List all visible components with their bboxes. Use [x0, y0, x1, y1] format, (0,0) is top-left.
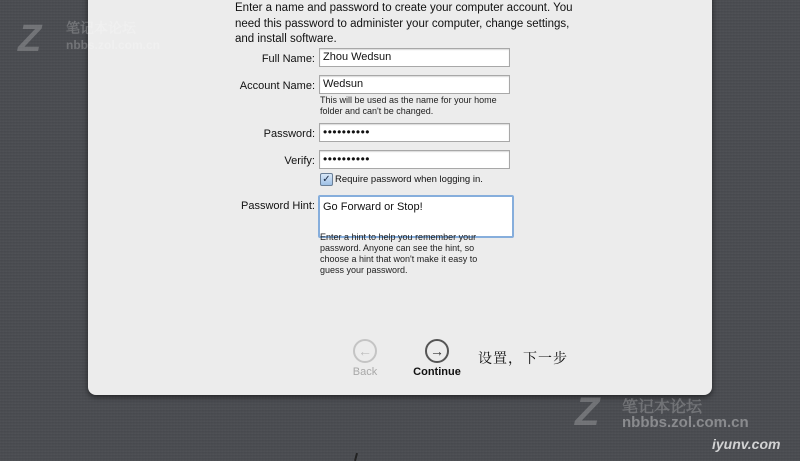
watermark-logo-bottom: Z [575, 390, 600, 434]
password-field[interactable]: •••••••••• [319, 123, 510, 142]
account-name-field[interactable]: Wedsun [319, 75, 510, 94]
intro-text: Enter a name and password to create your computer account. You need this password to administer your computer, change settings, and install software. [235, 2, 573, 45]
account-name-label: Account Name: [239, 80, 315, 92]
mouse-cursor [354, 453, 358, 461]
continue-button[interactable] [406, 339, 468, 378]
require-password-checkbox[interactable]: ✓ [320, 173, 333, 186]
watermark-url-bottom: nbbbs.zol.com.cn [622, 414, 749, 431]
watermark-cn-bottom: 笔记本论坛 [622, 399, 703, 416]
watermark-cn-top: 笔记本论坛 [66, 20, 136, 36]
full-name-label: Full Name: [261, 53, 315, 65]
back-arrow-icon: ← [353, 339, 377, 363]
password-hint-label: Password Hint: [241, 200, 315, 212]
watermark-corner: iyunv.com [712, 436, 781, 452]
password-hint-note: Enter a hint to help you remember your password. Anyone can see the hint, so choose a hint that won't make it easy to guess your password. [320, 232, 478, 275]
watermark-url-top: nbbs.zol.com.cn [66, 38, 161, 52]
back-label: Back [352, 366, 378, 378]
require-password-label: Require password when logging in. [335, 174, 483, 185]
caption-text: 设置，下一步 [478, 350, 568, 366]
account-name-note: This will be used as the name for your home folder and can't be changed. [320, 95, 497, 116]
full-name-field[interactable]: Zhou Wedsun [319, 48, 510, 67]
verify-label: Verify: [284, 155, 315, 167]
password-label: Password: [263, 128, 315, 140]
back-button[interactable] [342, 339, 388, 378]
verify-field[interactable]: •••••••••• [319, 150, 510, 169]
forward-arrow-icon: → [425, 339, 449, 363]
watermark-logo-top: Z [18, 18, 42, 60]
password-hint-field[interactable]: Go Forward or Stop! [318, 195, 514, 238]
continue-label: Continue [413, 366, 461, 378]
